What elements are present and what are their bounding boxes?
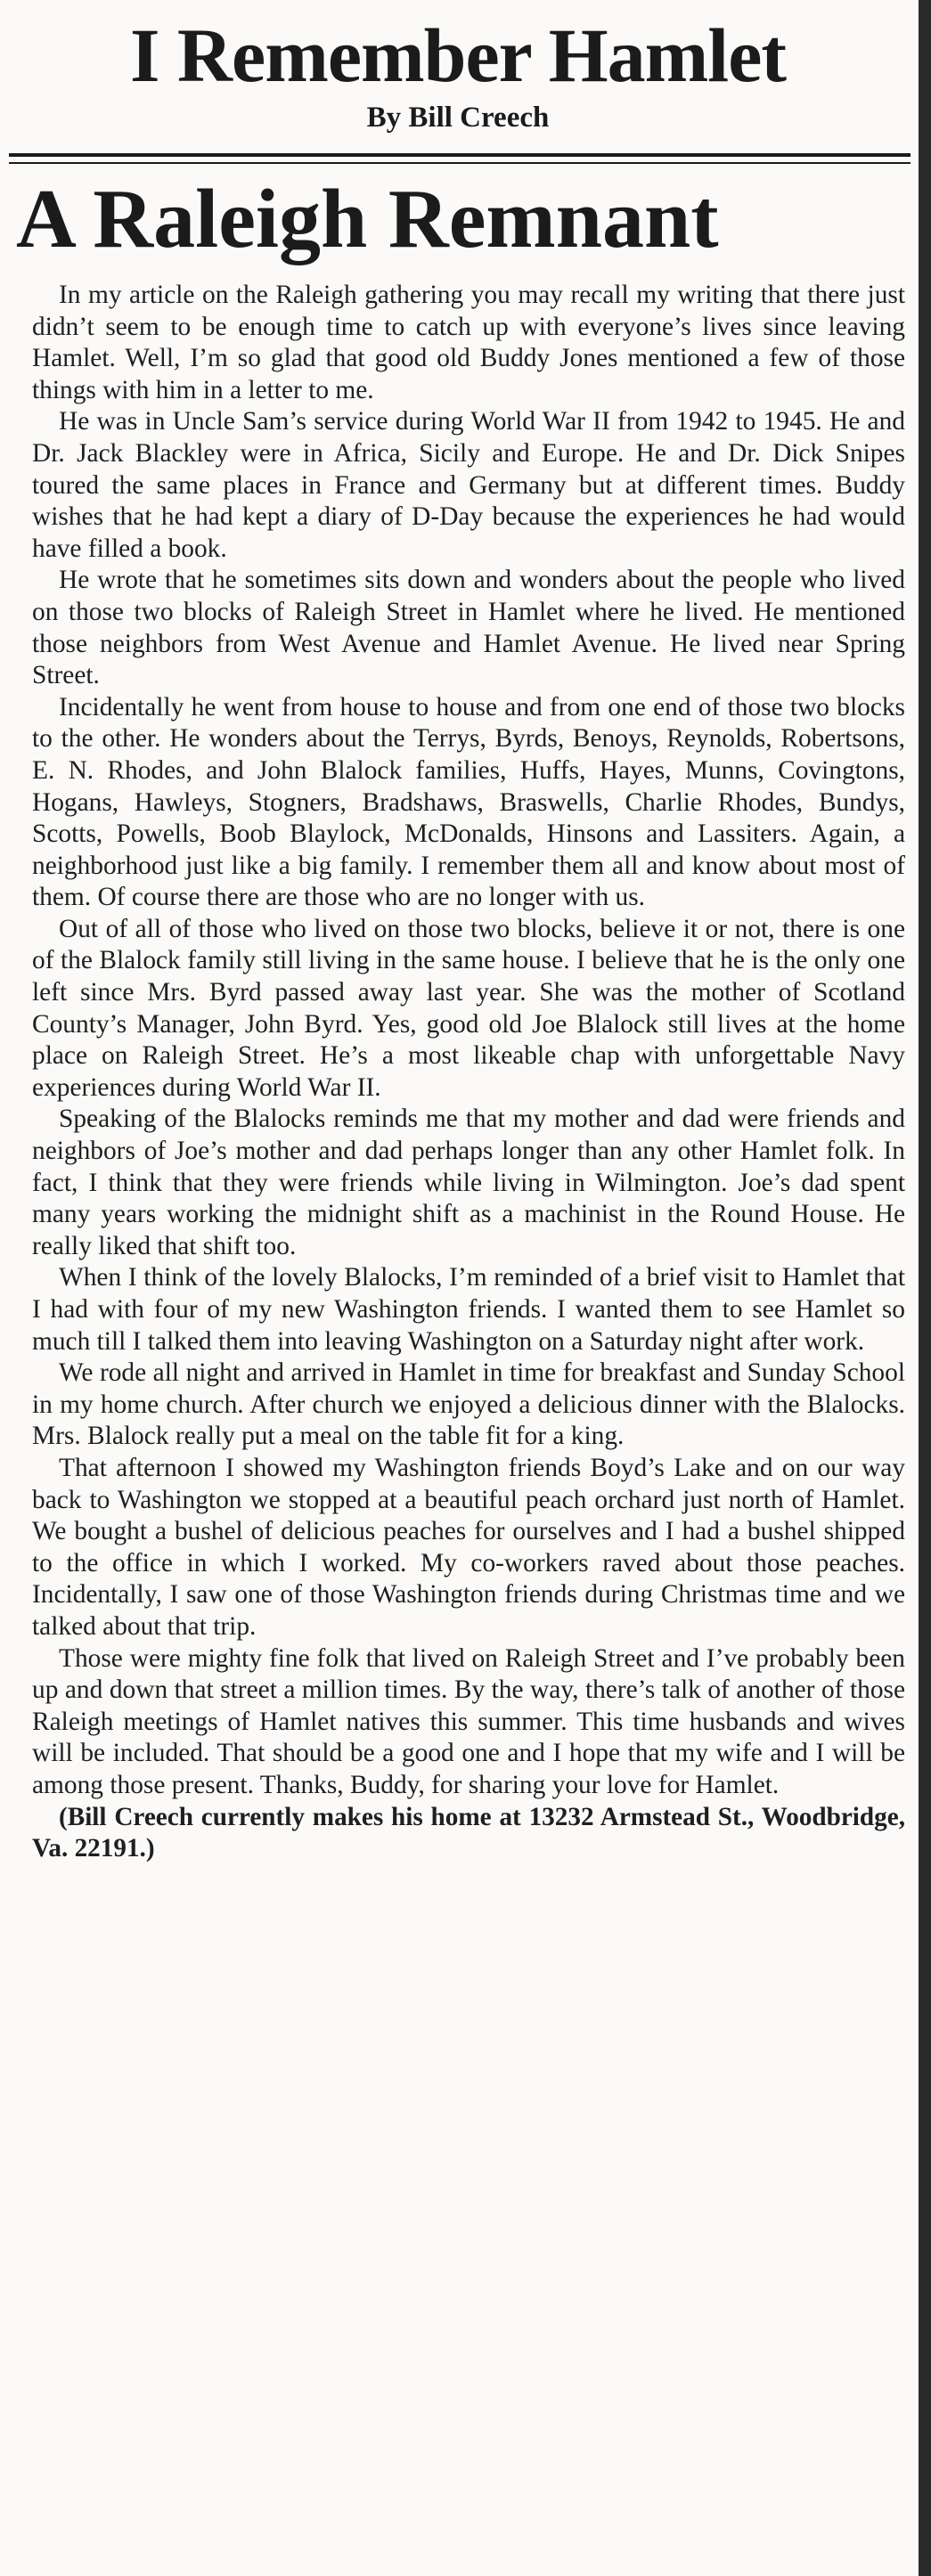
paragraph: He wrote that he sometimes sits down and wonders about the people who lived on those two blocks of Raleigh Street in Hamlet where he lived. He mentioned those neighbors from West Avenue and Hamlet Avenue. He lived near Spring Street. [32,566,905,690]
paragraph: When I think of the lovely Blalocks, I’m reminded of a brief visit to Hamlet that I had with four of my new Washington friends. I wanted them to see Hamlet so much till I talked them into leaving Washington on a Saturday night after work. [32,1263,905,1356]
page-edge-shadow [919,0,931,2576]
article-body [5,280,911,1865]
divider-rule-thin [9,162,911,164]
paragraph: Incidentally he went from house to house and from one end of those two blocks to the other. He wonders about the Terrys, Byrds, Benoys, Reynolds, Robertsons, E. N. Rhodes, and John Blalock families, Huffs, Hayes, Munns, Covingtons, Hogans, Hawleys, Stogners, Bradshaws, Braswells, Charlie Rhodes, Bundys, Scotts, Powells, Boob Blaylock, McDonalds, Hinsons and Lassiters. Again, a neighborhood just like a big family. I remember them all and know about most of them. Of course there are those who are no longer with us. [32,692,905,912]
divider-rule-thick [9,153,911,157]
paragraph: We rode all night and arrived in Hamlet in time for breakfast and Sunday School in my home church. After church we enjoyed a delicious dinner with the Blalocks. Mrs. Blalock really put a meal on the table fit for a king. [32,1358,905,1451]
article-column [5,0,911,1865]
headline: A Raleigh Remnant [16,173,719,265]
series-title: I Remember Hamlet [129,12,787,98]
paragraph: He was in Uncle Sam’s service during World War II from 1942 to 1945. He and Dr. Jack Blackley were in Africa, Sicily and Europe. He and Dr. Dick Snipes toured the same places in France and Germany but at different times. Buddy wishes that he had kept a diary of D-Day because the experiences he had would have filled a book. [32,407,905,563]
byline: By Bill Creech [366,102,550,134]
paragraph: That afternoon I showed my Washington friends Boyd’s Lake and on our way back to Washington we stopped at a beautiful peach orchard just north of Hamlet. We bought a bushel of delicious peaches for ourselves and I had a bushel shipped to the office in which I worked. My co-workers raved about those peaches. Incidentally, I saw one of those Washington friends during Christmas time and we talked about that trip. [32,1453,905,1641]
paragraph: In my article on the Raleigh gathering you may recall my writing that there just didn’t seem to be enough time to catch up with everyone’s lives since leaving Hamlet. Well, I’m so glad that good old Buddy Jones mentioned a few of those things with him in a letter to me. [32,281,905,404]
paragraph: Out of all of those who lived on those two blocks, believe it or not, there is one of the Blalock family still living in the same house. I believe that he is the only one left since Mrs. Byrd passed away last year. She was the mother of Scotland County’s Manager, John Byrd. Yes, good old Joe Blalock still lives at the home place on Raleigh Street. He’s a most likeable chap with unforgettable Navy experiences during World War II. [32,914,905,1102]
author-note: (Bill Creech currently makes his home at 13232 Armstead St., Woodbridge, Va. 22191.) [32,1802,905,1863]
paragraph: Speaking of the Blalocks reminds me that my mother and dad were friends and neighbors of Joe’s mother and dad perhaps longer than any other Hamlet folk. In fact, I think that they were friends while living in Wilmington. Joe’s dad spent many years working the midnight shift as a machinist in the Round House. He really liked that shift too. [32,1105,905,1260]
paragraph: Those were mighty fine folk that lived on Raleigh Street and I’ve probably been up and down that street a million times. By the way, there’s talk of another of those Raleigh meetings of Hamlet natives this summer. This time husbands and wives will be included. That should be a good one and I hope that my wife and I will be among those present. Thanks, Buddy, for sharing your love for Hamlet. [32,1643,905,1799]
